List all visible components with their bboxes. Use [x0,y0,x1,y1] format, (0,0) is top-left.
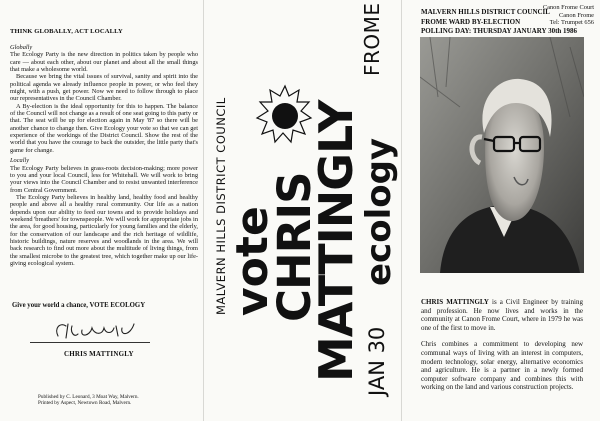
election-header [421,8,577,37]
ecology-sunburst-logo [255,80,315,150]
bio-paragraph [421,298,583,332]
header-line: POLLING DAY: THURSDAY JANUARY 30th 1986 [421,27,578,36]
header-line: MALVERN HILLS DISTRICT COUNCIL [421,8,550,16]
imprint-line: Published by C. Leonard, 3 Moat Way, Malvern. [38,394,139,400]
signature-line [30,342,150,343]
signatory-name: CHRIS MATTINGLY [64,350,134,358]
candidate-first-name: CHRIS [268,172,321,322]
ward-name: FROME [360,2,384,76]
imprint-line: Printed by Aspect, Newtown Road, Malvern. [38,400,132,407]
paragraph: The Ecology Party is the new direction in politics taken by people who care — about each other, about our planet and about all the small things that make a wholesome world. [10,51,198,74]
locally-heading: Locally [10,157,30,165]
motto: THINK GLOBALLY, ACT LOCALLY [10,28,123,35]
vote-word: vote [227,206,278,316]
address-line: Tel: Trumpet 656 [549,19,594,27]
address-line: Canon Frome [559,11,594,19]
address-line: Canon Frome Court [542,4,594,11]
election-date: JAN 30 [365,326,389,396]
header-line: FROME WARD BY-ELECTION [421,17,521,26]
bio-paragraph: Chris combines a commitment to developing new communal ways of living with an interest in computers, modern technology, solar energy, alternative economics and agriculture. He is a partner in a newly formed computer software company and combines this with working on the land and various construction projects. [421,340,583,392]
paragraph: The Ecology Party believes in healthy land, healthy food and healthy people and above all a healthy rural community. Our life as a nation depends upon our ability to feed our towns and to provide holidays and weekend 'breathers' for townspeople. We will work for appropriate jobs in the area, for good housing, particularly for young families and the elderly, for the conservation of our landscape and the rich heritage of wildlife, historic buildings, nature reserves and woodlands in the area. We will back research to find out more about the multitude of living things, from the smallest microbe to the greatest tree, which together make up our life-giving ecological system. [10,193,198,267]
council-name-vertical: MALVERN HILLS DISTRICT COUNCIL [214,97,228,315]
paragraph: The Ecology Party believes in grass-roots decision-making; more power to you and your local Council, less for Whitehall. We will work to bring your views into the Council Chamber and to resist unwanted interference from Central Government. [10,164,198,194]
manifesto-text [10,41,198,267]
globally-heading: Globally [10,44,33,51]
paragraph: A By-election is the ideal opportunity for this to happen. The balance of the Council will not change as a result of one seat going to this party or that. The seat will be up for election again in May '87 so there will be another chance to change then. Give Ecology your vote so that we can get experience of the workings of the District Council. Show the rest of the world that you have the courage to back the outsider, the little party that's game for change. [10,102,198,154]
candidate-surname: MATTINGLY [309,100,363,382]
handwritten-signature [50,318,140,344]
bio-text: is a Civil Engineer by training and profession. He now lives and works in the community at Canon Frome Court, where in 1979 he was one of the first to move in. [421,298,583,332]
closing-slogan: Give your world a chance, VOTE ECOLOGY [12,302,146,309]
bio-name: CHRIS MATTINGLY [421,298,489,306]
party-name: ecology [359,137,399,286]
paragraph: Because we bring the vital issues of survival, sanity and spirit into the political agenda we already influence people in power, or who feel they might, with a push, get power. Now we need to follow through to place our representatives in the Council Chamber. [10,73,198,103]
candidate-portrait-photo [420,37,584,273]
candidate-bio [421,298,583,400]
imprint [38,394,188,407]
